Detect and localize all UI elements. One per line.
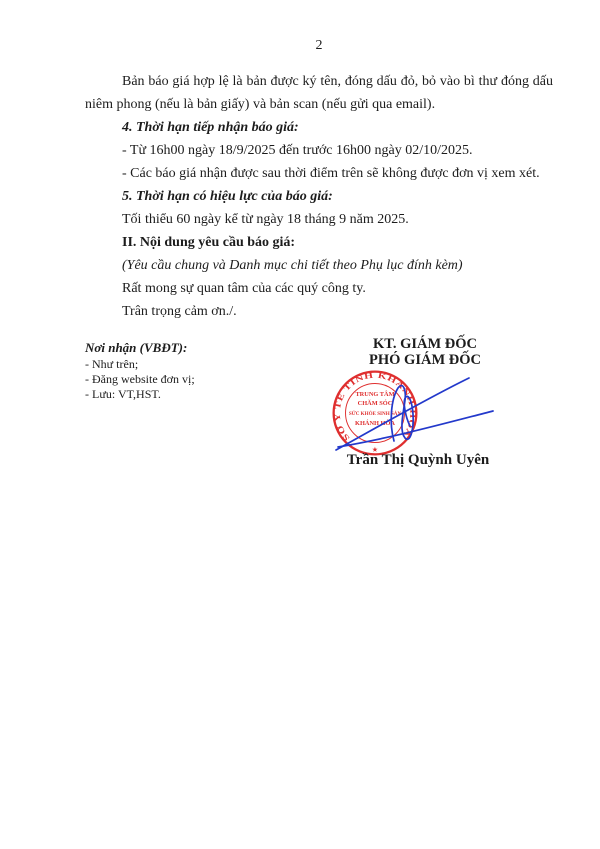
signer-name: Trần Thị Quỳnh Uyên (346, 452, 490, 468)
stamp-ring-text: SỞ Y TẾ TỈNH KHÁNH HÒA (332, 370, 418, 443)
section-4-item-2: - Các báo giá nhận được sau thời điểm trên sẽ không được đơn vị xem xét. (122, 166, 540, 181)
stamp-star-icon: ★ (372, 447, 378, 454)
stamp-center-line-3: SỨC KHỎE SINH SẢN (348, 411, 402, 418)
signature-titles (315, 336, 535, 368)
signature-title-line1: KT. GIÁM ĐỐC (372, 336, 478, 352)
stamp-center-line-2: CHĂM SÓC (357, 400, 393, 408)
document-body (85, 70, 553, 323)
signature-stroke-lower (338, 411, 493, 447)
signature-title-line2: PHÓ GIÁM ĐỐC (369, 352, 481, 368)
section-ii-heading: II. Nội dung yêu cầu báo giá: (122, 235, 296, 250)
section-5-text: Tối thiểu 60 ngày kể từ ngày 18 tháng 9 năm 2025. (122, 212, 409, 227)
recipient-item-2: - Đăng website đơn vị; (85, 372, 195, 386)
handwritten-signature (325, 370, 503, 462)
paragraph-validity: Bản báo giá hợp lệ là bản được ký tên, đóng dấu đỏ, bỏ vào bì thư đóng dấu niêm phong (nếu là bản giấy) và bản scan (nếu gửi qua email). (85, 74, 553, 112)
section-4-item-1: - Từ 16h00 ngày 18/9/2025 đến trước 16h00 ngày 02/10/2025. (122, 143, 473, 158)
stamp-center-line-1: TRUNG TÂM (355, 390, 395, 398)
recipients-block (85, 340, 195, 402)
stamp-center-line-4: KHÁNH HÒA (355, 419, 395, 427)
section-4-heading: 4. Thời hạn tiếp nhận báo giá: (122, 120, 299, 135)
recipients-heading: Nơi nhận (VBĐT): (85, 340, 188, 355)
page-number: 2 (315, 38, 323, 53)
recipient-item-3: - Lưu: VT,HST. (85, 387, 161, 401)
closing-line-2: Trân trọng cảm ơn./. (122, 304, 237, 319)
recipient-item-1: - Như trên; (85, 357, 139, 371)
closing-line-1: Rất mong sự quan tâm của các quý công ty. (122, 281, 366, 296)
section-5-heading: 5. Thời hạn có hiệu lực của báo giá: (122, 189, 333, 204)
attachment-note: (Yêu cầu chung và Danh mục chi tiết theo Phụ lục đính kèm) (122, 258, 463, 273)
